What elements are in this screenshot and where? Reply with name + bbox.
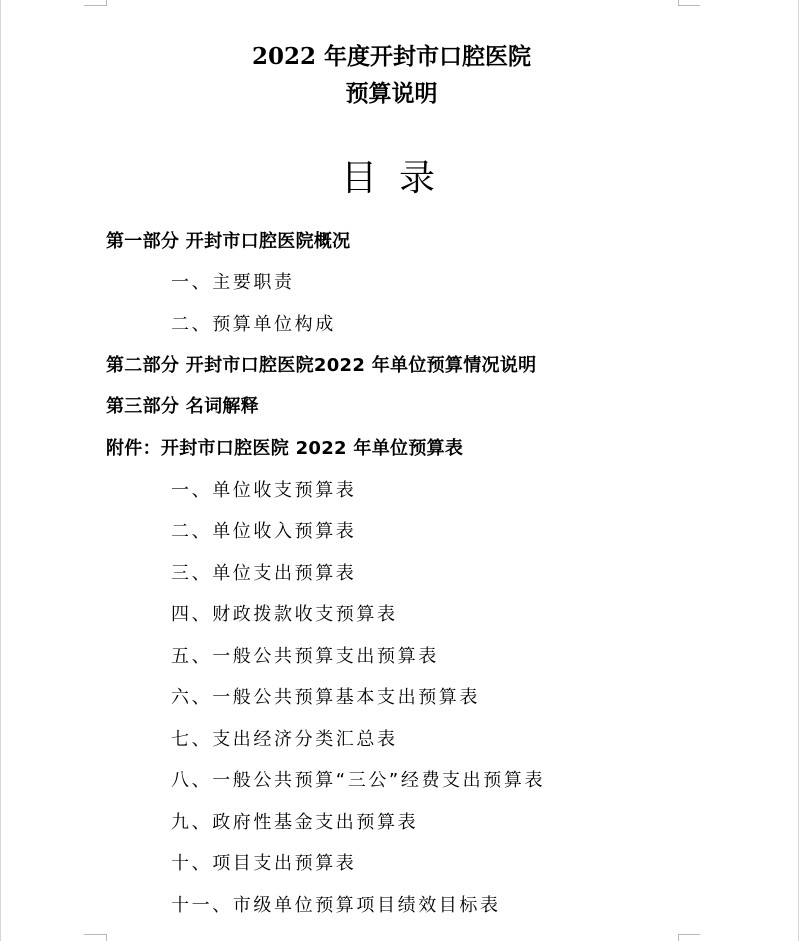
toc-attachment-item-9[interactable]: 九、政府性基金支出预算表 (171, 812, 419, 833)
toc-attachment-item-4[interactable]: 四、财政拨款收支预算表 (171, 604, 398, 625)
page-edge-left (0, 0, 1, 941)
toc-attachment-item-7[interactable]: 七、支出经济分类汇总表 (171, 729, 398, 750)
crop-mark-bottom-left-vertical (106, 934, 107, 941)
toc-attachment-item-10[interactable]: 十、项目支出预算表 (171, 853, 357, 874)
toc-attachment-item-2[interactable]: 二、单位收入预算表 (171, 521, 357, 542)
toc-attachment[interactable]: 附件：开封市口腔医院 2022 年单位预算表 (106, 438, 464, 459)
toc-part1-item-1[interactable]: 一、主要职责 (171, 272, 295, 293)
toc-attachment-item-3[interactable]: 三、单位支出预算表 (171, 563, 357, 584)
toc-attachment-item-11[interactable]: 十一、市级单位预算项目绩效目标表 (171, 895, 501, 916)
crop-mark-top-right (678, 5, 700, 6)
crop-mark-top-right-vertical (678, 0, 679, 6)
document-subtitle: 预算说明 (345, 80, 438, 107)
toc-part2[interactable]: 第二部分 开封市口腔医院2022 年单位预算情况说明 (106, 355, 537, 376)
toc-attachment-item-6[interactable]: 六、一般公共预算基本支出预算表 (171, 687, 480, 708)
toc-part1[interactable]: 第一部分 开封市口腔医院概况 (106, 231, 351, 252)
toc-attachment-item-5[interactable]: 五、一般公共预算支出预算表 (171, 646, 439, 667)
toc-attachment-item-8[interactable]: 八、一般公共预算“三公”经费支出预算表 (171, 770, 546, 791)
toc-attachment-item-1[interactable]: 一、单位收支预算表 (171, 480, 357, 501)
crop-mark-bottom-left (84, 934, 106, 935)
toc-part3[interactable]: 第三部分 名词解释 (106, 396, 259, 417)
crop-mark-top-left-vertical (106, 0, 107, 6)
document-title: 2022 年度开封市口腔医院 (251, 43, 532, 70)
crop-mark-bottom-right (678, 934, 700, 935)
toc-part1-item-2[interactable]: 二、预算单位构成 (171, 314, 336, 335)
crop-mark-bottom-right-vertical (678, 934, 679, 941)
crop-mark-top-left (84, 5, 106, 6)
toc-heading: 目录 (340, 158, 457, 199)
